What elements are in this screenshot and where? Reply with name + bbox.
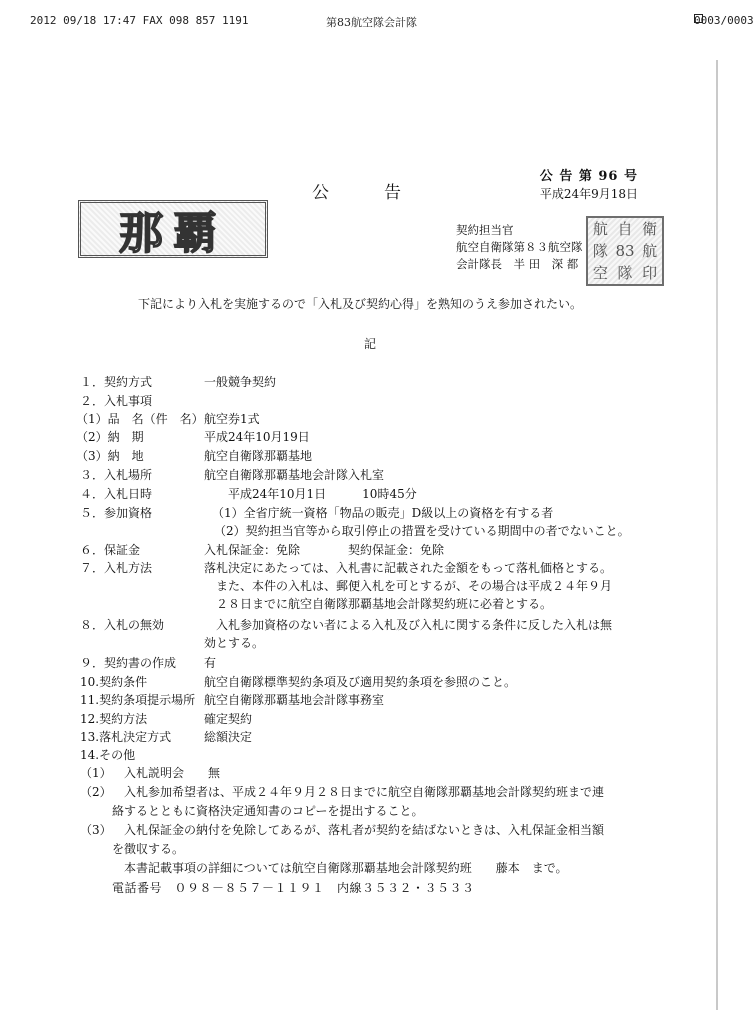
item-label: ４．入札日時	[80, 487, 153, 501]
other-value: 絡するとともに資格決定通知書のコピーを提出すること。	[112, 804, 424, 818]
other-value: 入札保証金の納付を免除してあるが、落札者が契約を結ばないときは、入札保証金相当額	[124, 823, 605, 837]
item-value: 効とする。	[204, 636, 265, 650]
item-value: 入札保証金：免除 契約保証金：免除	[204, 543, 445, 557]
seal-char: 印	[642, 264, 658, 282]
fax-sender-name: 第83航空隊会計隊	[326, 16, 417, 29]
fax-page-number: 0003/0003	[694, 14, 754, 27]
item-label: ９．契約書の作成	[80, 656, 177, 670]
item-label: ２．入札事項	[80, 394, 153, 408]
item-value: 航空券1式	[204, 412, 260, 426]
item-value: 一般競争契約	[204, 375, 277, 389]
item-label: （1）品 名（件 名）	[76, 412, 204, 426]
other-label: （1）	[80, 766, 112, 780]
seal-char: 空	[592, 264, 608, 282]
other-value: 入札説明会 無	[124, 766, 221, 780]
seal-char: 自	[617, 220, 633, 238]
item-label: 14.その他	[80, 748, 136, 762]
item-label: 10.契約条件	[80, 675, 148, 689]
item-value: （2）契約担当官等から取引停止の措置を受けている期間中の者でないこと。	[214, 524, 630, 538]
item-value: （1）全省庁統一資格「物品の販売」D級以上の資格を有する者	[212, 506, 554, 520]
item-value: 落札決定にあたっては、入札書に記載された金額をもって落札価格とする。	[204, 561, 613, 575]
other-value: 入札参加希望者は、平成２４年９月２８日までに航空自衛隊那覇基地会計隊契約班まで連	[124, 785, 605, 799]
other-label: （3）	[80, 823, 112, 837]
item-value: 有	[204, 656, 217, 670]
item-value: 航空自衛隊那覇基地会計隊入札室	[204, 468, 385, 482]
item-value: 確定契約	[204, 712, 253, 726]
item-value: また、本件の入札は、郵便入札を可とするが、その場合は平成２４年９月	[204, 579, 613, 593]
page-edge-scan-line	[716, 60, 718, 1010]
other-label: （2）	[80, 785, 112, 799]
footer-phone: 電話番号 ０９８－８５７－１１９１ 内線３５３２・３５３３	[112, 881, 475, 895]
seal-char: 衛	[642, 220, 658, 238]
officer-title: 契約担当官	[456, 223, 514, 237]
other-value: を徴収する。	[112, 842, 185, 856]
item-value: 航空自衛隊那覇基地	[204, 449, 313, 463]
notice-date: 平成24年9月18日	[539, 187, 638, 201]
seal-char: 航	[592, 220, 608, 238]
notice-title: 公 告	[312, 183, 402, 203]
contract-officer-block	[456, 222, 583, 273]
item-label: ８．入札の無効	[80, 618, 165, 632]
item-label: （3）納 地	[76, 449, 144, 463]
fax-header	[0, 14, 754, 32]
footer-contact: 本書記載事項の詳細については航空自衛隊那覇基地会計隊契約班 藤本 まで。	[124, 861, 568, 875]
seal-char: 隊	[617, 264, 633, 282]
item-value: 航空自衛隊標準契約条項及び適用契約条項を参照のこと。	[204, 675, 517, 689]
item-label: 11.契約条項提示場所	[80, 693, 196, 707]
item-value: 航空自衛隊那覇基地会計隊事務室	[204, 693, 385, 707]
naha-stamp: 那覇	[78, 200, 268, 258]
officer-name: 会計隊長 半 田 深 都	[456, 257, 579, 271]
item-value: 平成24年10月1日 10時45分	[204, 487, 417, 501]
item-label: ５．参加資格	[80, 506, 153, 520]
notice-number: 公 告 第 96 号	[539, 169, 638, 184]
ki-heading: 記	[364, 337, 377, 351]
seal-char: 83	[615, 242, 635, 260]
item-label: １．契約方式	[80, 375, 153, 389]
item-value: ２８日までに航空自衛隊那覇基地会計隊契約班に必着とする。	[204, 597, 553, 611]
seal-char: 航	[642, 242, 658, 260]
item-value: 総額決定	[204, 730, 253, 744]
item-label: ３．入札場所	[80, 468, 153, 482]
seal-char: 隊	[592, 242, 608, 260]
item-label: 13.落札決定方式	[80, 730, 172, 744]
officer-unit: 航空自衛隊第８３航空隊	[456, 240, 583, 254]
item-label: （2）納 期	[76, 430, 144, 444]
item-value: 平成24年10月19日	[204, 430, 310, 444]
item-label: ６．保証金	[80, 543, 141, 557]
item-label: 12.契約方法	[80, 712, 148, 726]
official-seal	[586, 216, 664, 286]
fax-sender-info: 2012 09/18 17:47 FAX 098 857 1191	[30, 14, 249, 27]
intro-text: 下記により入札を実施するので「入札及び契約心得」を熟知のうえ参加されたい。	[138, 297, 583, 311]
item-value: 入札参加資格のない者による入札及び入札に関する条件に反した入札は無	[204, 618, 613, 632]
item-label: ７．入札方法	[80, 561, 153, 575]
